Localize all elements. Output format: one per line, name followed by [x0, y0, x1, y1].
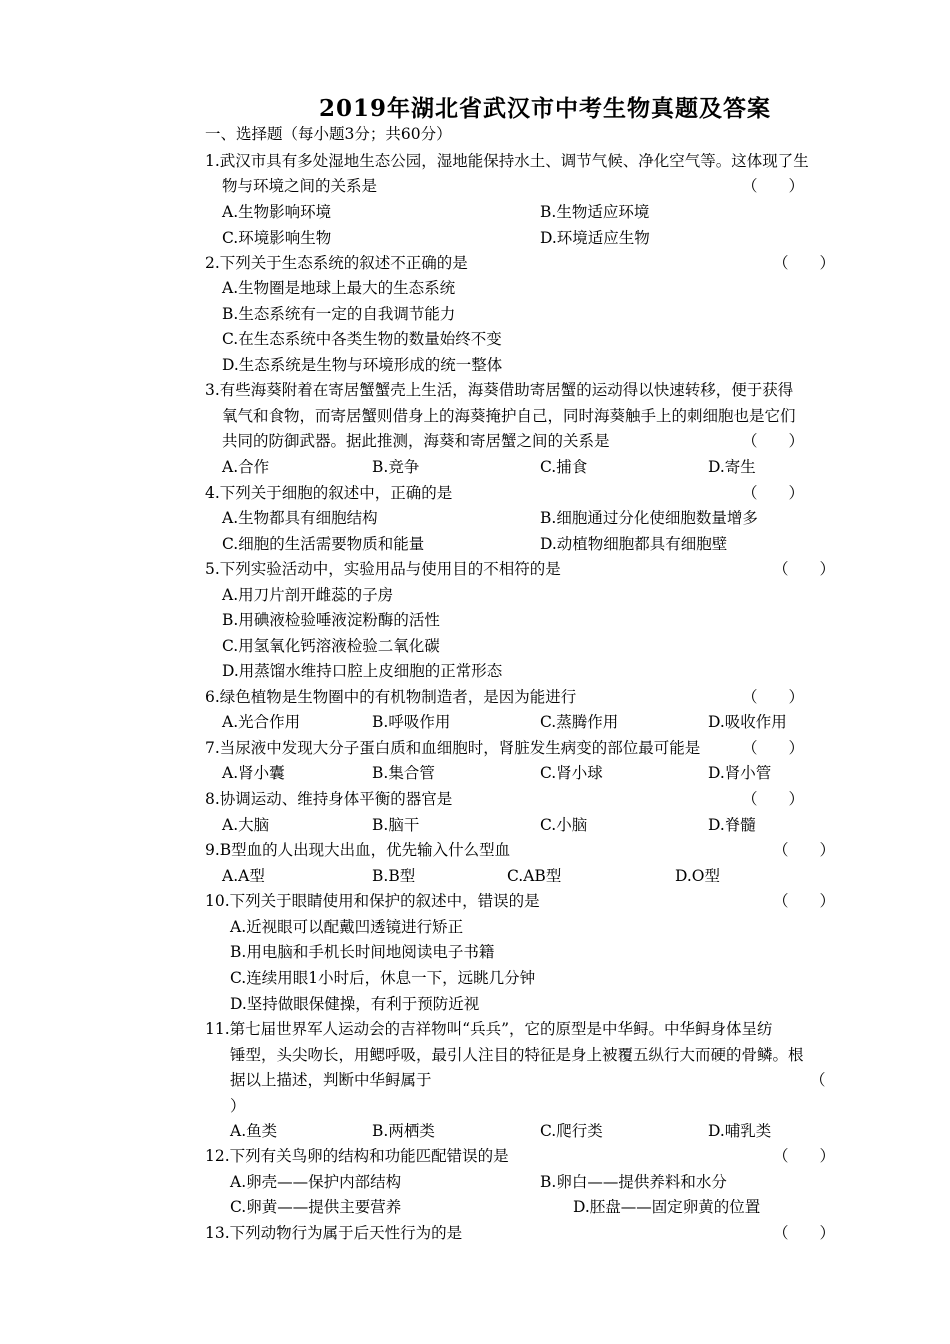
- q7-option-d: D.肾小管: [708, 764, 772, 782]
- q4-option-b: B.细胞通过分化使细胞数量增多: [540, 509, 758, 527]
- q6-option-a: A.光合作用: [222, 713, 301, 731]
- q2-option-d: D.生态系统是生物与环境形成的统一整体: [222, 356, 503, 374]
- q1-stem-line2: 物与环境之间的关系是: [222, 177, 378, 195]
- q9-option-a: A.A型: [222, 867, 265, 885]
- q12-option-d: D.胚盘——固定卵黄的位置: [573, 1198, 761, 1216]
- q12-option-b: B.卵白——提供养料和水分: [540, 1173, 727, 1191]
- q9-stem: 9.B型血的人出现大出血，优先输入什么型血: [205, 841, 511, 859]
- q11-option-d: D.哺乳类: [708, 1122, 772, 1140]
- q11-stem-line3: 据以上描述，判断中华鲟属于: [230, 1071, 432, 1089]
- q13-stem: 13.下列动物行为属于后天性行为的是: [205, 1224, 463, 1242]
- q12-option-a: A.卵壳——保护内部结构: [230, 1173, 402, 1191]
- q10-option-c: C.连续用眼1小时后，休息一下，远眺几分钟: [230, 969, 536, 987]
- q3-stem-line3: 共同的防御武器。据此推测，海葵和寄居蟹之间的关系是: [222, 432, 610, 450]
- q1-option-c: C.环境影响生物: [222, 229, 332, 247]
- q10-option-a: A.近视眼可以配戴凹透镜进行矫正: [230, 918, 464, 936]
- q12-answer-paren: （ ）: [773, 1147, 836, 1165]
- q8-option-c: C.小脑: [540, 816, 588, 834]
- q7-option-c: C.肾小球: [540, 764, 603, 782]
- q4-option-a: A.生物都具有细胞结构: [222, 509, 378, 527]
- q8-option-b: B.脑干: [372, 816, 420, 834]
- q6-option-b: B.呼吸作用: [372, 713, 451, 731]
- q11-option-a: A.鱼类: [230, 1122, 278, 1140]
- q8-answer-paren: （ ）: [742, 790, 805, 808]
- q5-answer-paren: （ ）: [773, 560, 836, 578]
- q2-answer-paren: （ ）: [773, 254, 836, 272]
- q11-option-c: C.爬行类: [540, 1122, 603, 1140]
- q9-option-d: D.O型: [675, 867, 721, 885]
- q6-option-c: C.蒸腾作用: [540, 713, 619, 731]
- q10-answer-paren: （ ）: [773, 892, 836, 910]
- q3-option-b: B.竞争: [372, 458, 420, 476]
- q1-option-b: B.生物适应环境: [540, 203, 650, 221]
- q7-option-a: A.肾小囊: [222, 764, 285, 782]
- q12-option-c: C.卵黄——提供主要营养: [230, 1198, 402, 1216]
- q10-option-d: D.坚持做眼保健操，有利于预防近视: [230, 995, 480, 1013]
- q10-option-b: B.用电脑和手机长时间地阅读电子书籍: [230, 943, 495, 961]
- q2-option-b: B.生态系统有一定的自我调节能力: [222, 305, 456, 323]
- q5-option-a: A.用刀片剖开雌蕊的子房: [222, 586, 394, 604]
- q13-answer-paren: （ ）: [773, 1224, 836, 1242]
- q3-stem-line1: 3.有些海葵附着在寄居蟹蟹壳上生活，海葵借助寄居蟹的运动得以快速转移，便于获得: [205, 381, 794, 399]
- q7-stem: 7.当尿液中发现大分子蛋白质和血细胞时，肾脏发生病变的部位最可能是: [205, 739, 701, 757]
- q3-stem-line2: 氧气和食物，而寄居蟹则借身上的海葵掩护自己，同时海葵触手上的刺细胞也是它们: [222, 407, 796, 425]
- q11-option-b: B.两栖类: [372, 1122, 435, 1140]
- q6-stem: 6.绿色植物是生物圈中的有机物制造者，是因为能进行: [205, 688, 577, 706]
- q3-option-c: C.捕食: [540, 458, 588, 476]
- q1-option-d: D.环境适应生物: [540, 229, 650, 247]
- q3-answer-paren: （ ）: [742, 432, 805, 450]
- q2-stem: 2.下列关于生态系统的叙述不正确的是: [205, 254, 468, 272]
- section-heading: 一、选择题（每小题3分；共60分）: [205, 125, 452, 143]
- q2-option-a: A.生物圈是地球上最大的生态系统: [222, 279, 456, 297]
- q10-stem: 10.下列关于眼睛使用和保护的叙述中，错误的是: [205, 892, 540, 910]
- q9-option-b: B.B型: [372, 867, 416, 885]
- q8-option-d: D.脊髓: [708, 816, 756, 834]
- q4-answer-paren: （ ）: [742, 484, 805, 502]
- q5-option-b: B.用碘液检验唾液淀粉酶的活性: [222, 611, 440, 629]
- q12-stem: 12.下列有关鸟卵的结构和功能匹配错误的是: [205, 1147, 509, 1165]
- q1-option-a: A.生物影响环境: [222, 203, 332, 221]
- q1-answer-paren: （ ）: [742, 177, 805, 195]
- q5-stem: 5.下列实验活动中，实验用品与使用目的不相符的是: [205, 560, 561, 578]
- q6-option-d: D.吸收作用: [708, 713, 787, 731]
- q11-stem-line1: 11.第七届世界军人运动会的吉祥物叫“兵兵”，它的原型是中华鲟。中华鲟身体呈纺: [205, 1020, 773, 1038]
- q7-option-b: B.集合管: [372, 764, 435, 782]
- q9-option-c: C.AB型: [507, 867, 562, 885]
- q3-option-a: A.合作: [222, 458, 270, 476]
- q9-answer-paren: （ ）: [773, 841, 836, 859]
- q3-option-d: D.寄生: [708, 458, 756, 476]
- q4-option-c: C.细胞的生活需要物质和能量: [222, 535, 425, 553]
- q7-answer-paren: （ ）: [742, 739, 805, 757]
- q8-option-a: A.大脑: [222, 816, 270, 834]
- exam-title: 2019年湖北省武汉市中考生物真题及答案: [318, 95, 771, 122]
- q6-answer-paren: （ ）: [742, 688, 805, 706]
- q4-option-d: D.动植物细胞都具有细胞壁: [540, 535, 728, 553]
- q8-stem: 8.协调运动、维持身体平衡的器官是: [205, 790, 453, 808]
- q11-answer-paren-close: ）: [230, 1097, 246, 1115]
- q4-stem: 4.下列关于细胞的叙述中，正确的是: [205, 484, 453, 502]
- q5-option-c: C.用氢氧化钙溶液检验二氧化碳: [222, 637, 440, 655]
- q1-stem-line1: 1.武汉市具有多处湿地生态公园，湿地能保持水土、调节气候、净化空气等。这体现了生: [205, 152, 809, 170]
- q11-stem-line2: 锤型，头尖吻长，用鳃呼吸，最引人注目的特征是身上被覆五纵行大而硬的骨鳞。根: [230, 1046, 804, 1064]
- q2-option-c: C.在生态系统中各类生物的数量始终不变: [222, 330, 502, 348]
- q5-option-d: D.用蒸馏水维持口腔上皮细胞的正常形态: [222, 662, 503, 680]
- q11-answer-paren-open: （: [810, 1071, 826, 1089]
